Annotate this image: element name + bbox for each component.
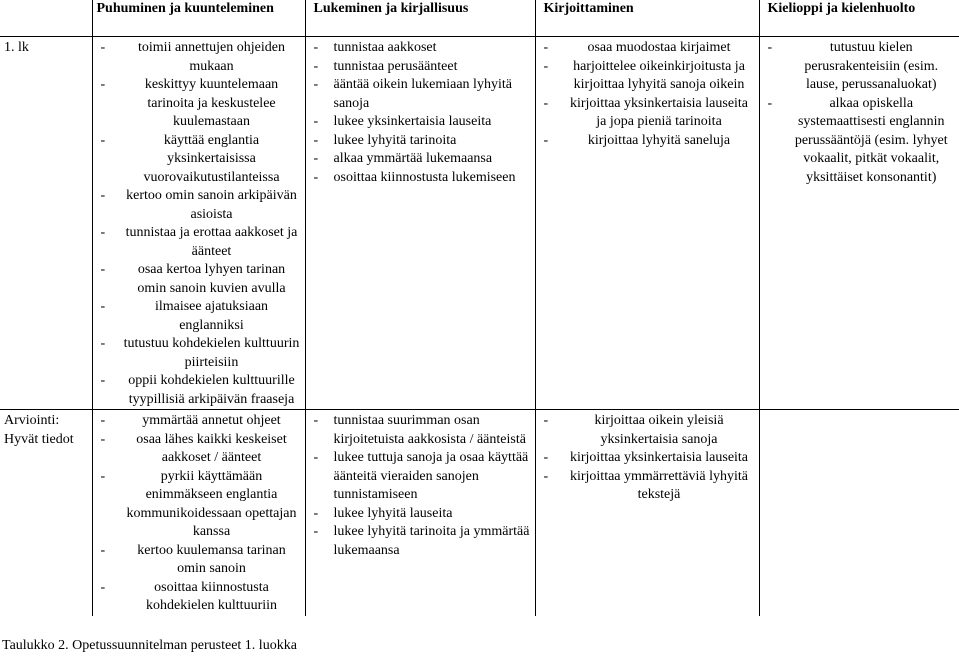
cell-grammar-grade1	[759, 37, 959, 410]
list-item: - kertoo kuulemansa tarinan omin sanoin	[97, 542, 301, 579]
cell-speaking-assessment	[92, 410, 305, 616]
cell-reading-grade1	[305, 37, 535, 410]
row-label-assessment: Arviointi: Hyvät tiedot	[4, 413, 74, 447]
list-item: - toimii annettujen ohjeiden mukaan	[97, 39, 301, 76]
header-empty-cell	[0, 0, 92, 37]
list-item: - lukee lyhyitä lauseita	[310, 505, 531, 524]
cell-speaking-grade1	[92, 37, 305, 410]
list-item: - kirjoittaa yksinkertaisia lauseita	[540, 449, 755, 468]
list-item: - ymmärtää annetut ohjeet	[97, 412, 301, 431]
list-item: - harjoittelee oikeinkirjoitusta ja kirjoittaa lyhyitä sanoja oikein	[540, 58, 755, 95]
header-reading: Lukeminen ja kirjallisuus	[305, 0, 535, 37]
table-row-assessment	[0, 410, 959, 616]
list-item: - ilmaisee ajatuksiaan englanniksi	[97, 298, 301, 335]
list-item: - osoittaa kiinnostusta kohdekielen kulttuuriin	[97, 579, 301, 616]
list-item: - lukee tuttuja sanoja ja osaa käyttää äänteitä vieraiden sanojen tunnistamiseen	[310, 449, 531, 505]
header-speaking: Puhuminen ja kuunteleminen	[92, 0, 305, 37]
list-item: - osaa kertoa lyhyen tarinan omin sanoin kuvien avulla	[97, 261, 301, 298]
speaking-assessment-list	[97, 412, 301, 616]
table-header-row	[0, 0, 959, 37]
list-item: - lukee yksinkertaisia lauseita	[310, 113, 531, 132]
row-label-grade1: 1. lk	[0, 37, 92, 410]
grammar-list	[764, 39, 956, 187]
list-item: - tutustuu kielen perusrakenteisiin (esim. lause, perussanaluokat)	[764, 39, 956, 95]
list-item: - kirjoittaa oikein yleisiä yksinkertaisia sanoja	[540, 412, 755, 449]
cell-grammar-assessment	[759, 410, 959, 616]
header-writing: Kirjoittaminen	[535, 0, 759, 37]
list-item: - kertoo omin sanoin arkipäivän asioista	[97, 187, 301, 224]
list-item: - osaa muodostaa kirjaimet	[540, 39, 755, 58]
list-item: - oppii kohdekielen kulttuurille tyypillisiä arkipäivän fraaseja	[97, 372, 301, 409]
table-row-grade1	[0, 37, 959, 410]
list-item: - tunnistaa perusäänteet	[310, 58, 531, 77]
list-item: - tutustuu kohdekielen kulttuurin piirteisiin	[97, 335, 301, 372]
list-item: - käyttää englantia yksinkertaisissa vuorovaikutustilanteissa	[97, 132, 301, 188]
list-item: - alkaa opiskella systemaattisesti englannin perussääntöjä (esim. lyhyet vokaalit, pitkät vokaalit, yksittäiset konsonantit)	[764, 95, 956, 188]
header-grammar: Kielioppi ja kielenhuolto	[759, 0, 959, 37]
list-item: - tunnistaa ja erottaa aakkoset ja äänteet	[97, 224, 301, 261]
list-item: - kirjoittaa yksinkertaisia lauseita ja jopa pieniä tarinoita	[540, 95, 755, 132]
cell-writing-assessment	[535, 410, 759, 616]
list-item: - alkaa ymmärtää lukemaansa	[310, 150, 531, 169]
list-item: - lukee lyhyitä tarinoita	[310, 132, 531, 151]
writing-assessment-list	[540, 412, 755, 505]
list-item: - tunnistaa suurimman osan kirjoitetuista aakkosista / äänteistä	[310, 412, 531, 449]
list-item: - kirjoittaa ymmärrettäviä lyhyitä tekstejä	[540, 468, 755, 505]
list-item: - lukee lyhyitä tarinoita ja ymmärtää lukemaansa	[310, 523, 531, 560]
cell-reading-assessment	[305, 410, 535, 616]
reading-assessment-list	[310, 412, 531, 560]
list-item: - ääntää oikein lukemiaan lyhyitä sanoja	[310, 76, 531, 113]
list-item: - osaa lähes kaikki keskeiset aakkoset / äänteet	[97, 431, 301, 468]
list-item: - kirjoittaa lyhyitä saneluja	[540, 132, 755, 151]
cell-writing-grade1	[535, 37, 759, 410]
reading-list	[310, 39, 531, 187]
list-item: - tunnistaa aakkoset	[310, 39, 531, 58]
writing-list	[540, 39, 755, 150]
list-item: - keskittyy kuuntelemaan tarinoita ja keskustelee kuulemastaan	[97, 76, 301, 132]
table-caption: Taulukko 2. Opetussuunnitelman perusteet 1. luokka	[2, 638, 297, 653]
list-item: - osoittaa kiinnostusta lukemiseen	[310, 169, 531, 188]
list-item: - pyrkii käyttämään enimmäkseen englantia kommunikoidessaan opettajan kanssa	[97, 468, 301, 542]
speaking-list	[97, 39, 301, 409]
